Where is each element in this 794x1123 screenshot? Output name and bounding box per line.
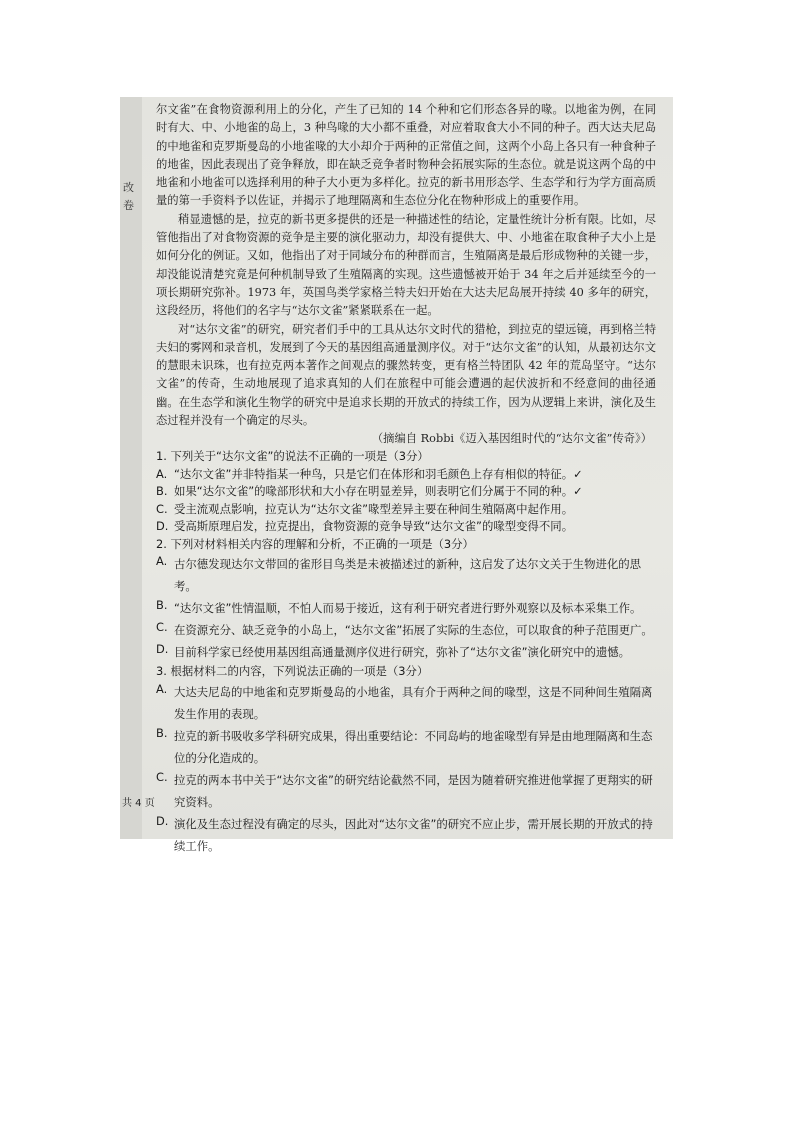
- question-2-stem: 2. 下列对材料相关内容的理解和分析，不正确的一项是（3分）: [156, 536, 474, 551]
- passage-paragraph-2: 稍显遗憾的是，拉克的新书更多提供的还是一种描述性的结论，定量性统计分析有限。比如，尽管他指出了对食物资源的竞争是主要的演化驱动力，却没有提供大、中、小地雀在取食种子大小上是如何分化的例证。又如，他指出了对于同域分布的种群而言，生殖隔离是最后形成物种的关键一步，却没能说清楚究竟是何种机制导致了生殖隔离的实现。这些遗憾被开始于 34 年之后并延续至今的一项长期研究弥补。1973 年，英国鸟类学家格兰特夫妇开始在大达夫尼岛展开持续 40 多年的研究，这段经历，将他们的名字与“达尔文雀”紧紧联系在一起。: [156, 212, 656, 318]
- option-letter: D.: [156, 813, 169, 828]
- source-citation: （摘编自 Robbi《迈入基因组时代的“达尔文雀”传奇》）: [371, 432, 652, 446]
- document-content: [156, 101, 656, 857]
- question-1-option-c: [156, 501, 656, 519]
- option-letter: A.: [156, 466, 168, 481]
- option-text: 如果“达尔文雀”的喙部形状和大小存在明显差异，则表明它们分属于不同的种。✓: [174, 484, 583, 499]
- option-letter: C.: [156, 620, 168, 635]
- question-1-option-b: [156, 483, 656, 501]
- option-letter: D.: [156, 519, 169, 534]
- option-text: 受主流观点影响，拉克认为“达尔文雀”喙型差异主要在种间生殖隔离中起作用。: [174, 501, 574, 516]
- margin-char-1: 改: [123, 181, 134, 194]
- page-footer: 共 4 页: [122, 798, 155, 809]
- option-letter: A.: [156, 681, 168, 696]
- question-2-option-d: [156, 641, 656, 663]
- option-text: 目前科学家已经使用基因组高通量测序仪进行研究，弥补了“达尔文雀”演化研究中的遗憾。: [174, 645, 631, 660]
- question-1-stem: 1. 下列关于“达尔文雀”的说法不正确的一项是（3分）: [156, 449, 429, 464]
- option-letter: C.: [156, 501, 168, 516]
- option-letter: A.: [156, 554, 168, 569]
- page-left-margin: [120, 97, 142, 839]
- option-letter: B.: [156, 725, 168, 740]
- option-letter: B.: [156, 598, 168, 613]
- question-1-option-a: [156, 466, 656, 484]
- question-2-option-b: [156, 597, 656, 619]
- option-text: 古尔德发现达尔文带回的雀形目鸟类是未被描述过的新种，这启发了达尔文关于生物进化的思考。: [174, 557, 642, 594]
- option-text: 大达夫尼岛的中地雀和克罗斯曼岛的小地雀，具有介于两种之间的喙型，这是不同种间生殖隔离发生作用的表现。: [174, 684, 653, 721]
- option-text: “达尔文雀”性情温顺，不怕人而易于接近，这有利于研究者进行野外观察以及标本采集工作。: [174, 601, 642, 616]
- passage-paragraph-1: 尔文雀”在食物资源利用上的分化，产生了已知的 14 个种和它们形态各异的喙。以地雀为例，在同时有大、中、小地雀的岛上，3 种鸟喙的大小都不重叠，对应着取食大小不同的种子。西大达夫尼岛的中地雀和克罗斯曼岛的小地雀喙的大小却介于两种的正常值之间，这两个小岛上各只有一种食种子的地雀，因此表现出了竞争释放，即在缺乏竞争者时物种会拓展实际的生态位。就是说这两个岛的中地雀和小地雀可以选择利用的种子大小更为多样化。拉克的新书用形态学、生态学和行为学方面高质量的第一手资料予以佐证，并揭示了地理隔离和生态位分化在物种形成上的重要作用。: [156, 103, 656, 208]
- question-3-option-c: [156, 769, 656, 813]
- option-text: 演化及生态过程没有确定的尽头，因此对“达尔文雀”的研究不应止步，需开展长期的开放式的持续工作。: [174, 816, 653, 853]
- option-letter: C.: [156, 769, 168, 784]
- option-letter: D.: [156, 642, 169, 657]
- margin-char-2: 卷: [123, 199, 134, 212]
- question-2-option-a: [156, 553, 656, 597]
- question-3-stem: 3. 根据材料二的内容，下列说法正确的一项是（3分）: [156, 664, 429, 679]
- passage-paragraph-3: 对“达尔文雀”的研究，研究者们手中的工具从达尔文时代的猎枪，到拉克的望远镜，再到格兰特夫妇的雾网和录音机，发展到了今天的基因组高通量测序仪。对于“达尔文雀”的认知，从最初达尔文的慧眼未识珠，也有拉克两本著作之间观点的骤然转变，更有格兰特团队 42 年的荒岛坚守。“达尔文雀”的传奇，生动地展现了追求真知的人们在旅程中可能会遭遇的起伏波折和不经意间的曲径通幽。在生态学和演化生物学的研究中是追求长期的开放式的持续工作，因为从逻辑上来讲，演化及生态过程并没有一个确定的尽头。: [156, 322, 656, 428]
- option-text: 拉克的新书吸收多学科研究成果，得出重要结论：不同岛屿的地雀喙型有异是由地理隔离和生态位的分化造成的。: [174, 728, 653, 765]
- scanned-page-photo: [120, 97, 673, 853]
- option-text: “达尔文雀”并非特指某一种鸟，只是它们在体形和羽毛颜色上存有相似的特征。✓: [174, 466, 583, 481]
- question-3-option-a: [156, 681, 656, 725]
- question-3-option-d: [156, 813, 656, 857]
- option-letter: B.: [156, 484, 168, 499]
- option-text: 受高斯原理启发，拉克提出，食物资源的竞争导致“达尔文雀”的喙型变得不同。: [174, 519, 574, 534]
- option-text: 在资源充分、缺乏竞争的小岛上，“达尔文雀”拓展了实际的生态位，可以取食的种子范围更广。: [174, 623, 653, 638]
- question-2-option-c: [156, 619, 656, 641]
- question-3-option-b: [156, 725, 656, 769]
- option-text: 拉克的两本书中关于“达尔文雀”的研究结论截然不同，是因为随着研究推进他掌握了更翔实的研究资料。: [174, 772, 653, 809]
- questions-section: [156, 448, 656, 857]
- question-1-option-d: [156, 518, 656, 536]
